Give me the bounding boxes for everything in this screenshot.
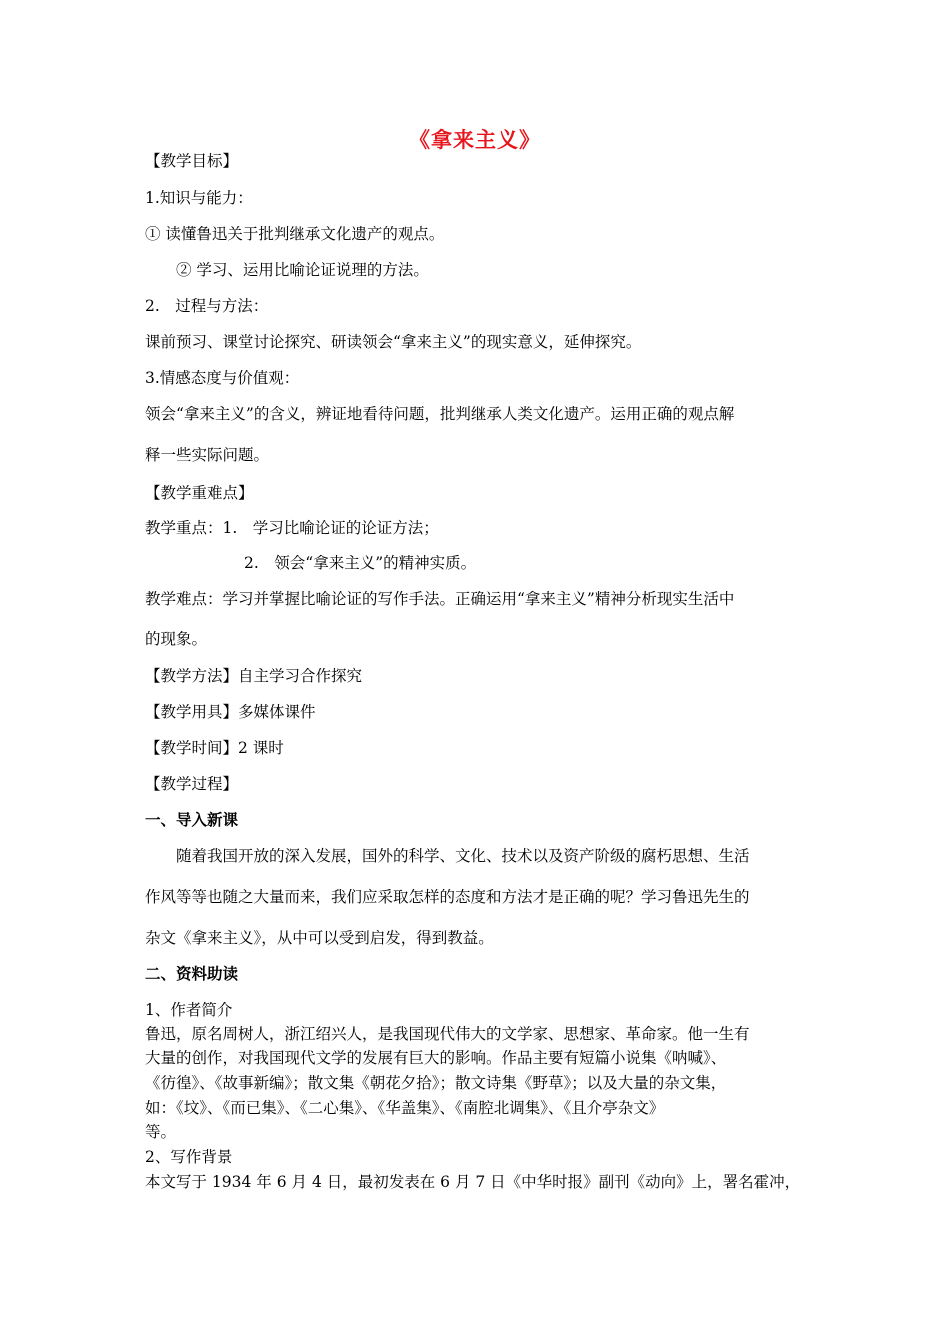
section-1-paragraph-line-1: 随着我国开放的深入发展，国外的科学、文化、技术以及资产阶级的腐朽思想、生活 <box>176 847 750 865</box>
author-line-4: 如：《坟》、《而已集》、《二心集》、《华盖集》、《南腔北调集》、《且介亭杂文》 <box>145 1099 665 1117</box>
author-line-5: 等。 <box>145 1123 177 1141</box>
teaching-tools: 【教学用具】多媒体课件 <box>145 703 316 721</box>
process-heading: 【教学过程】 <box>145 775 239 793</box>
goal-2-text: 课前预习、课堂讨论探究、研读领会“拿来主义”的现实意义，延伸探究。 <box>145 333 642 351</box>
author-line-1: 鲁迅，原名周树人，浙江绍兴人，是我国现代伟大的文学家、思想家、革命家。他一生有 <box>145 1025 750 1043</box>
author-line-3: 《彷徨》、《故事新编》；散文集《朝花夕拾》；散文诗集《野草》；以及大量的杂文集， <box>145 1074 727 1092</box>
background-heading: 2、写作背景 <box>145 1148 233 1166</box>
document-title: 《拿来主义》 <box>409 128 541 152</box>
goals-heading: 【教学目标】 <box>145 152 239 170</box>
key-point-1: 教学重点：1. 学习比喻论证的论证方法； <box>145 519 439 537</box>
section-1-paragraph-line-3: 杂文《拿来主义》，从中可以受到启发，得到教益。 <box>145 929 494 947</box>
author-line-2: 大量的创作，对我国现代文学的发展有巨大的影响。作品主要有短篇小说集《呐喊》、 <box>145 1049 727 1067</box>
difficult-point-2: 的现象。 <box>145 630 208 648</box>
author-heading: 1、作者简介 <box>145 1001 233 1019</box>
key-heading: 【教学重难点】 <box>145 484 254 502</box>
goal-3-text-1: 领会“拿来主义”的含义，辨证地看待问题，批判继承人类文化遗产。运用正确的观点解 <box>145 405 735 423</box>
background-line-1: 本文写于 1934 年 6 月 4 日，最初发表在 6 月 7 日《中华时报》副刊《动向》上，署名霍冲， <box>145 1173 801 1191</box>
goal-2: 2. 过程与方法： <box>145 297 269 315</box>
goal-1b: ② 学习、运用比喻论证说理的方法。 <box>176 261 429 279</box>
teaching-method: 【教学方法】自主学习合作探究 <box>145 667 363 685</box>
section-1-paragraph-line-2: 作风等等也随之大量而来，我们应采取怎样的态度和方法才是正确的呢？学习鲁迅先生的 <box>145 888 750 906</box>
goal-1a: ① 读懂鲁迅关于批判继承文化遗产的观点。 <box>145 225 445 243</box>
teaching-time: 【教学时间】2 课时 <box>145 739 284 757</box>
section-2-heading: 二、资料助读 <box>145 965 239 983</box>
goal-3: 3.情感态度与价值观： <box>145 369 300 387</box>
goal-3-text-2: 释一些实际问题。 <box>145 446 270 464</box>
section-1-heading: 一、导入新课 <box>145 811 239 829</box>
difficult-point-1: 教学难点：学习并掌握比喻论证的写作手法。正确运用“拿来主义”精神分析现实生活中 <box>145 590 735 608</box>
key-point-2: 2. 领会“拿来主义”的精神实质。 <box>244 554 477 572</box>
goal-1: 1.知识与能力： <box>145 189 253 207</box>
